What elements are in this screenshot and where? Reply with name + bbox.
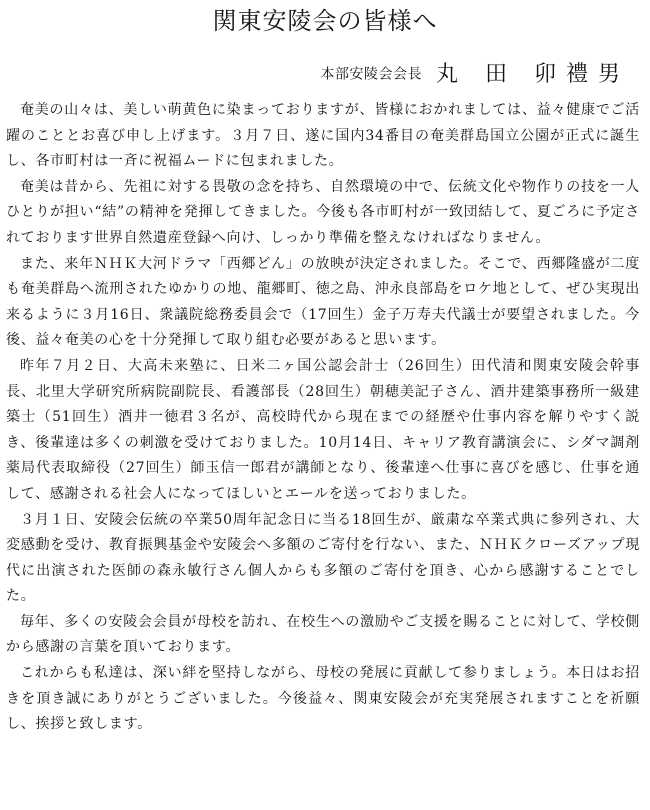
paragraph-2: 奄美は昔から、先祖に対する畏敬の念を持ち、自然環境の中で、伝統文化や物作りの技を一人ひとりが担い“結”の精神を発揮してきました。今後も各市町村が一致団結して、夏ごろに予定されております世界自然遺産登録へ向け、しっかり準備を整えなければなりません。 [6, 178, 640, 246]
paragraph-4: 昨年７月２日、大高未来塾に、日米二ヶ国公認会計士（26回生）田代清和関東安陵会幹事長、北里大学研究所病院副院長、看護部長（28回生）朝穂美記子さん、酒井建築事務所一級建築士（51回生）酒井一徳君３名が、高校時代から現在までの経歴や仕事内容を解りやすく説き、後輩達は多くの刺激を受けておりました。10月14日、キャリア教育講演会に、シダマ調剤薬局代表取締役（27回生）師玉信一郎君が講師となり、後輩達へ仕事に喜びを感じ、仕事を通して、感謝される社会人になってほしいとエールを送っておりました。 [6, 357, 640, 502]
paragraph-5: ３月１日、安陵会伝統の卒業50周年記念日に当る18回生が、厳粛な卒業式典に参列され、大変感動を受け、教育振興基金や安陵会へ多額のご寄付を行ない、また、ＮＨＫクローズアップ現代に出演された医師の森永敏行さん個人からも多額のご寄付を頂き、心から感謝することでした。 [6, 511, 640, 605]
paragraph-7: これからも私達は、深い絆を堅持しながら、母校の発展に貢献して参りましょう。本日はお招きを頂き誠にありがとうございました。今後益々、関東安陵会が充実発展されますことを祈願し、挨拶と致します。 [6, 665, 640, 733]
author-role: 本部安陵会会長 [320, 66, 422, 83]
author-name: 丸 田 卯禮男 [436, 61, 630, 87]
letter-title: 関東安陵会の皆様へ [212, 7, 438, 35]
paragraph-6: 毎年、多くの安陵会会員が母校を訪れ、在校生への激励やご支援を賜ることに対して、学校側から感謝の言葉を頂いております。 [6, 613, 640, 656]
paragraph-3: また、来年ＮＨＫ大河ドラマ「西郷どん」の放映が決定されました。そこで、西郷隆盛が二度も奄美群島へ流刑されたゆかりの地、龍郷町、徳之島、沖永良部島をロケ地として、ぜひ実現出来るように３月16日、衆議院総務委員会で（17回生）金子万寿夫代議士が要望されました。今後、益々奄美の心を十分発揮して取り組む必要があると思います。 [6, 255, 640, 349]
author-line [321, 60, 631, 89]
letter-body [6, 98, 640, 738]
paragraph-1: 奄美の山々は、美しい萌黄色に染まっておりますが、皆様におかれましては、益々健康でご活躍のこととお喜び申し上げます。３月７日、遂に国内34番目の奄美群島国立公園が正式に誕生し、各市町村は一斉に祝福ムードに包まれました。 [6, 102, 640, 170]
